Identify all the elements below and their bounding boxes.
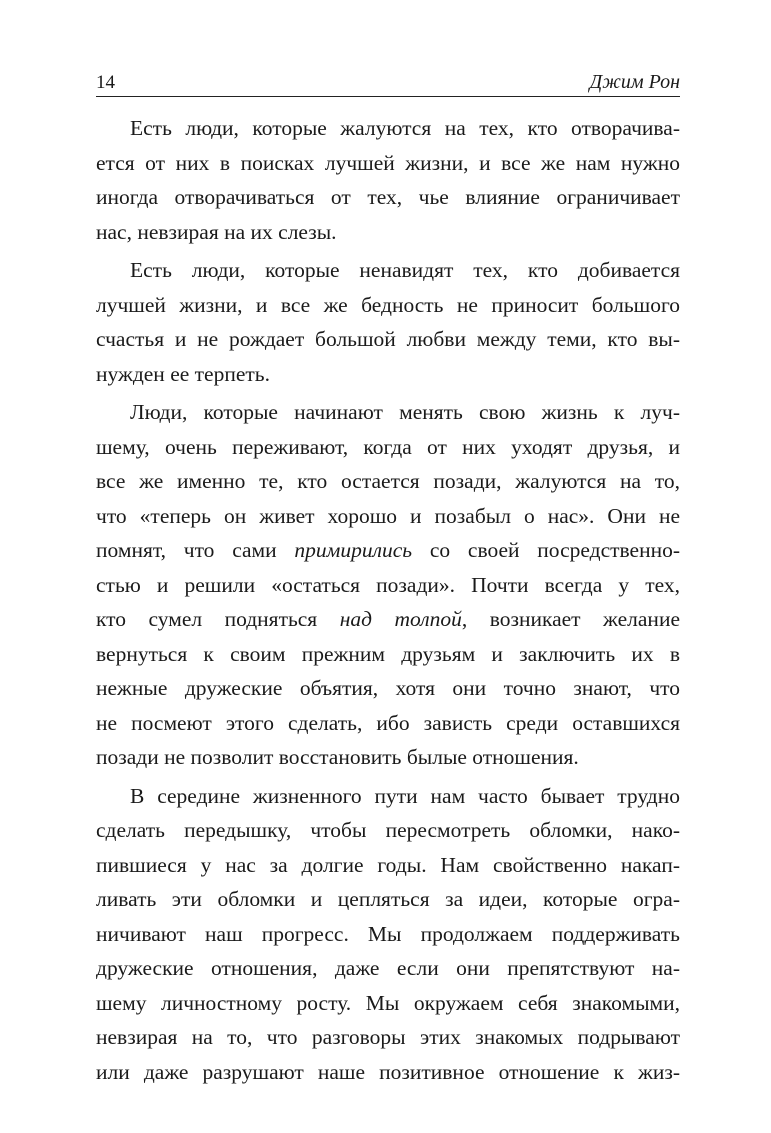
text-line: Люди, которые начинают менять свою жизнь к луч- xyxy=(130,400,680,424)
text-line: ется от них в поисках лучшей жизни, и все же нам нужно xyxy=(96,150,680,175)
text-line: что «теперь он живет хорошо и позабыл о нас». Они не xyxy=(96,503,680,528)
text-line: ничивают наш прогресс. Мы продолжаем поддерживать xyxy=(96,921,680,946)
text-line: лучшей жизни, и все же бедность не приносит большого xyxy=(96,292,680,317)
text-line xyxy=(96,533,680,568)
text-segment: помнят, что сами xyxy=(96,538,295,562)
text-line xyxy=(96,602,680,637)
page-header xyxy=(96,70,680,97)
text-line: нужден ее терпеть. xyxy=(96,361,270,386)
text-line: нежные дружеские объятия, хотя они точно знают, что xyxy=(96,676,680,700)
text-line: ливать эти обломки и цепляться за идеи, которые огра- xyxy=(96,887,680,911)
emphasis-text: примирились xyxy=(294,538,413,562)
text-line: иногда отворачиваться от тех, чье влияние ограничивает xyxy=(96,185,680,209)
text-line: сделать передышку, чтобы пересмотреть обломки, нако- xyxy=(96,818,680,842)
text-line: В середине жизненного пути нам часто бывает трудно xyxy=(130,783,680,808)
text-line: Есть люди, которые жалуются на тех, кто отворачива- xyxy=(130,116,680,140)
text-segment: , возникает желание xyxy=(461,607,680,631)
text-line: невзирая на то, что разговоры этих знакомых подрывают xyxy=(96,1025,680,1049)
body-text xyxy=(96,111,680,1089)
text-segment: кто сумел подняться xyxy=(96,607,340,631)
text-line: дружеские отношения, даже если они препятствуют на- xyxy=(96,956,680,980)
text-segment: со своей посредственно- xyxy=(412,538,680,562)
emphasis-text: над толпой xyxy=(339,607,462,631)
text-line: или даже разрушают наше позитивное отношение к жиз- xyxy=(96,1059,680,1084)
text-line: Есть люди, которые ненавидят тех, кто добивается xyxy=(130,258,680,282)
text-line: вернуться к своим прежним друзьям и заключить их в xyxy=(96,641,680,666)
text-line: нас, невзирая на их слезы. xyxy=(96,219,337,244)
page-number: 14 xyxy=(96,72,115,93)
text-line: не посмеют этого сделать, ибо зависть среди оставшихся xyxy=(96,710,680,735)
text-line: стью и решили «остаться позади». Почти всегда у тех, xyxy=(96,572,680,597)
text-line: шему личностному росту. Мы окружаем себя знакомыми, xyxy=(96,990,680,1015)
text-line: позади не позволит восстановить былые отношения. xyxy=(96,745,579,769)
text-line: шему, очень переживают, когда от них уходят друзья, и xyxy=(96,434,680,459)
text-line: все же именно те, кто остается позади, жалуются на то, xyxy=(96,469,680,493)
running-head: Джим Рон xyxy=(589,71,680,93)
text-line: пившиеся у нас за долгие годы. Нам свойственно накап- xyxy=(96,852,680,877)
text-line: счастья и не рождает большой любви между теми, кто вы- xyxy=(96,327,680,351)
